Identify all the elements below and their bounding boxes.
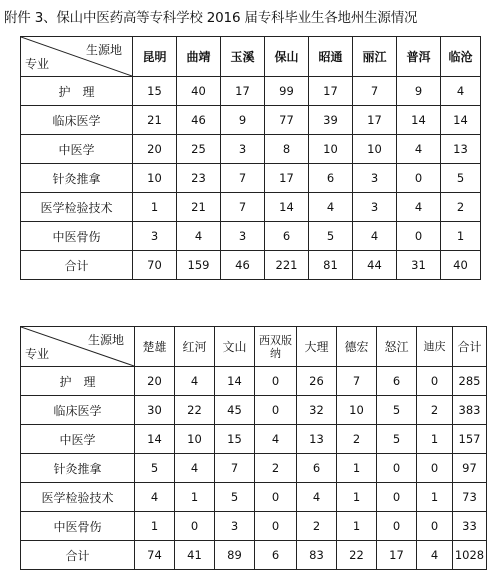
corner-header — [21, 37, 133, 77]
table-cell: 46 — [177, 106, 221, 135]
row-label: 护 理 — [21, 367, 135, 396]
table-cell: 4 — [175, 454, 215, 483]
table-cell: 14 — [441, 106, 481, 135]
table-cell: 0 — [255, 396, 297, 425]
table-cell: 17 — [353, 106, 397, 135]
table-cell: 74 — [135, 541, 175, 570]
table-cell: 9 — [397, 77, 441, 106]
table-cell: 0 — [417, 512, 453, 541]
table-cell: 1 — [135, 512, 175, 541]
table-cell: 7 — [221, 164, 265, 193]
table-cell: 17 — [309, 77, 353, 106]
table-cell: 1 — [441, 222, 481, 251]
table-cell: 6 — [255, 541, 297, 570]
column-header: 怒江 — [377, 327, 417, 367]
table-cell: 7 — [337, 367, 377, 396]
table-cell: 39 — [309, 106, 353, 135]
table-cell: 13 — [441, 135, 481, 164]
table-row — [21, 541, 487, 570]
table-cell: 10 — [337, 396, 377, 425]
table-cell: 97 — [453, 454, 487, 483]
table-cell: 4 — [417, 541, 453, 570]
table-cell: 0 — [417, 367, 453, 396]
table-cell: 77 — [265, 106, 309, 135]
table-cell: 26 — [297, 367, 337, 396]
row-label: 医学检验技术 — [21, 193, 133, 222]
table-row — [21, 425, 487, 454]
table-cell: 23 — [177, 164, 221, 193]
table-cell: 3 — [221, 222, 265, 251]
table-cell: 15 — [215, 425, 255, 454]
table-cell: 3 — [133, 222, 177, 251]
row-label: 医学检验技术 — [21, 483, 135, 512]
corner-bottom-label: 专业 — [25, 347, 50, 361]
corner-top-label: 生源地 — [85, 43, 122, 57]
table-cell: 5 — [135, 454, 175, 483]
table-cell: 14 — [265, 193, 309, 222]
table-cell: 1 — [133, 193, 177, 222]
column-header: 文山 — [215, 327, 255, 367]
table-cell: 5 — [377, 425, 417, 454]
table-cell: 5 — [441, 164, 481, 193]
table-cell: 1028 — [453, 541, 487, 570]
table-cell: 8 — [265, 135, 309, 164]
row-label: 合计 — [21, 541, 135, 570]
table-cell: 9 — [221, 106, 265, 135]
table-cell: 6 — [377, 367, 417, 396]
table-cell: 0 — [255, 512, 297, 541]
table-header-row — [21, 327, 487, 367]
table-cell: 22 — [337, 541, 377, 570]
column-header: 西双版纳 — [255, 327, 297, 367]
table-cell: 0 — [377, 512, 417, 541]
table-cell: 41 — [175, 541, 215, 570]
table-row — [21, 367, 487, 396]
row-label: 中医骨伤 — [21, 222, 133, 251]
table-cell: 45 — [215, 396, 255, 425]
table-cell: 5 — [377, 396, 417, 425]
table-cell: 7 — [215, 454, 255, 483]
table-cell: 157 — [453, 425, 487, 454]
table-cell: 89 — [215, 541, 255, 570]
row-label: 合计 — [21, 251, 133, 280]
table-cell: 81 — [309, 251, 353, 280]
corner-header — [21, 327, 135, 367]
table-cell: 4 — [175, 367, 215, 396]
table-cell: 0 — [175, 512, 215, 541]
row-label: 中医学 — [21, 135, 133, 164]
table-row — [21, 396, 487, 425]
table-cell: 10 — [309, 135, 353, 164]
table-cell: 30 — [135, 396, 175, 425]
row-label: 中医骨伤 — [21, 512, 135, 541]
table-cell: 10 — [133, 164, 177, 193]
column-header: 丽江 — [353, 37, 397, 77]
page-title: 附件 3、保山中医药高等专科学校 2016 届专科毕业生各地州生源情况 — [4, 10, 418, 26]
table-cell: 1 — [175, 483, 215, 512]
table-cell: 6 — [265, 222, 309, 251]
table-cell: 4 — [309, 193, 353, 222]
column-header: 大理 — [297, 327, 337, 367]
table-cell: 40 — [177, 77, 221, 106]
row-label: 中医学 — [21, 425, 135, 454]
table-cell: 2 — [417, 396, 453, 425]
corner-top-label: 生源地 — [87, 333, 124, 347]
table-cell: 17 — [221, 77, 265, 106]
table-cell: 3 — [215, 512, 255, 541]
table-row — [21, 135, 481, 164]
table-cell: 0 — [397, 222, 441, 251]
table-cell: 3 — [353, 193, 397, 222]
table-row — [21, 106, 481, 135]
table-cell: 17 — [265, 164, 309, 193]
column-header: 楚雄 — [135, 327, 175, 367]
row-label: 临床医学 — [21, 396, 135, 425]
table-cell: 0 — [397, 164, 441, 193]
column-header: 临沧 — [441, 37, 481, 77]
table-cell: 1 — [417, 483, 453, 512]
table-cell: 383 — [453, 396, 487, 425]
table-cell: 7 — [221, 193, 265, 222]
table-cell: 13 — [297, 425, 337, 454]
table-cell: 40 — [441, 251, 481, 280]
table-header-row — [21, 37, 481, 77]
row-label: 针灸推拿 — [21, 454, 135, 483]
table-cell: 285 — [453, 367, 487, 396]
table-row — [21, 222, 481, 251]
table-cell: 0 — [377, 454, 417, 483]
column-header: 玉溪 — [221, 37, 265, 77]
table-cell: 17 — [377, 541, 417, 570]
table-cell: 21 — [133, 106, 177, 135]
table-cell: 31 — [397, 251, 441, 280]
table-cell: 7 — [353, 77, 397, 106]
column-header: 保山 — [265, 37, 309, 77]
table-cell: 2 — [255, 454, 297, 483]
row-label: 针灸推拿 — [21, 164, 133, 193]
table-cell: 20 — [133, 135, 177, 164]
table-cell: 0 — [255, 367, 297, 396]
table-cell: 32 — [297, 396, 337, 425]
table-cell: 99 — [265, 77, 309, 106]
table-cell: 33 — [453, 512, 487, 541]
table-cell: 0 — [417, 454, 453, 483]
table-row — [21, 77, 481, 106]
table-cell: 3 — [221, 135, 265, 164]
table-cell: 1 — [417, 425, 453, 454]
row-label: 临床医学 — [21, 106, 133, 135]
table-cell: 221 — [265, 251, 309, 280]
table-cell: 4 — [441, 77, 481, 106]
table-row — [21, 251, 481, 280]
table-row — [21, 193, 481, 222]
table-cell: 5 — [215, 483, 255, 512]
column-header: 德宏 — [337, 327, 377, 367]
table-cell: 5 — [309, 222, 353, 251]
table-cell: 159 — [177, 251, 221, 280]
column-header: 昆明 — [133, 37, 177, 77]
table-cell: 0 — [377, 483, 417, 512]
table-cell: 4 — [255, 425, 297, 454]
source-table-1 — [20, 36, 481, 280]
table-cell: 73 — [453, 483, 487, 512]
table-cell: 6 — [297, 454, 337, 483]
table-cell: 1 — [337, 512, 377, 541]
table-row — [21, 512, 487, 541]
table-cell: 3 — [353, 164, 397, 193]
column-header: 红河 — [175, 327, 215, 367]
table-row — [21, 164, 481, 193]
table-cell: 44 — [353, 251, 397, 280]
table-cell: 4 — [397, 135, 441, 164]
table-cell: 10 — [353, 135, 397, 164]
table-cell: 4 — [177, 222, 221, 251]
table-row — [21, 483, 487, 512]
table-row — [21, 454, 487, 483]
table-cell: 4 — [353, 222, 397, 251]
table-cell: 1 — [337, 483, 377, 512]
table-cell: 70 — [133, 251, 177, 280]
table-cell: 20 — [135, 367, 175, 396]
table-cell: 25 — [177, 135, 221, 164]
table-cell: 6 — [309, 164, 353, 193]
source-table-2 — [20, 326, 487, 570]
column-header: 曲靖 — [177, 37, 221, 77]
table-cell: 2 — [337, 425, 377, 454]
table-cell: 14 — [397, 106, 441, 135]
table-cell: 4 — [135, 483, 175, 512]
column-header: 合计 — [453, 327, 487, 367]
table-cell: 4 — [297, 483, 337, 512]
table-cell: 46 — [221, 251, 265, 280]
table-cell: 2 — [441, 193, 481, 222]
table-cell: 4 — [397, 193, 441, 222]
corner-bottom-label: 专业 — [25, 57, 50, 71]
table-cell: 21 — [177, 193, 221, 222]
table-cell: 2 — [297, 512, 337, 541]
table-cell: 15 — [133, 77, 177, 106]
table-cell: 10 — [175, 425, 215, 454]
table-cell: 14 — [135, 425, 175, 454]
column-header: 普洱 — [397, 37, 441, 77]
column-header: 迪庆 — [417, 327, 453, 367]
column-header: 昭通 — [309, 37, 353, 77]
row-label: 护 理 — [21, 77, 133, 106]
table-cell: 1 — [337, 454, 377, 483]
table-cell: 22 — [175, 396, 215, 425]
table-cell: 0 — [255, 483, 297, 512]
table-cell: 83 — [297, 541, 337, 570]
table-cell: 14 — [215, 367, 255, 396]
